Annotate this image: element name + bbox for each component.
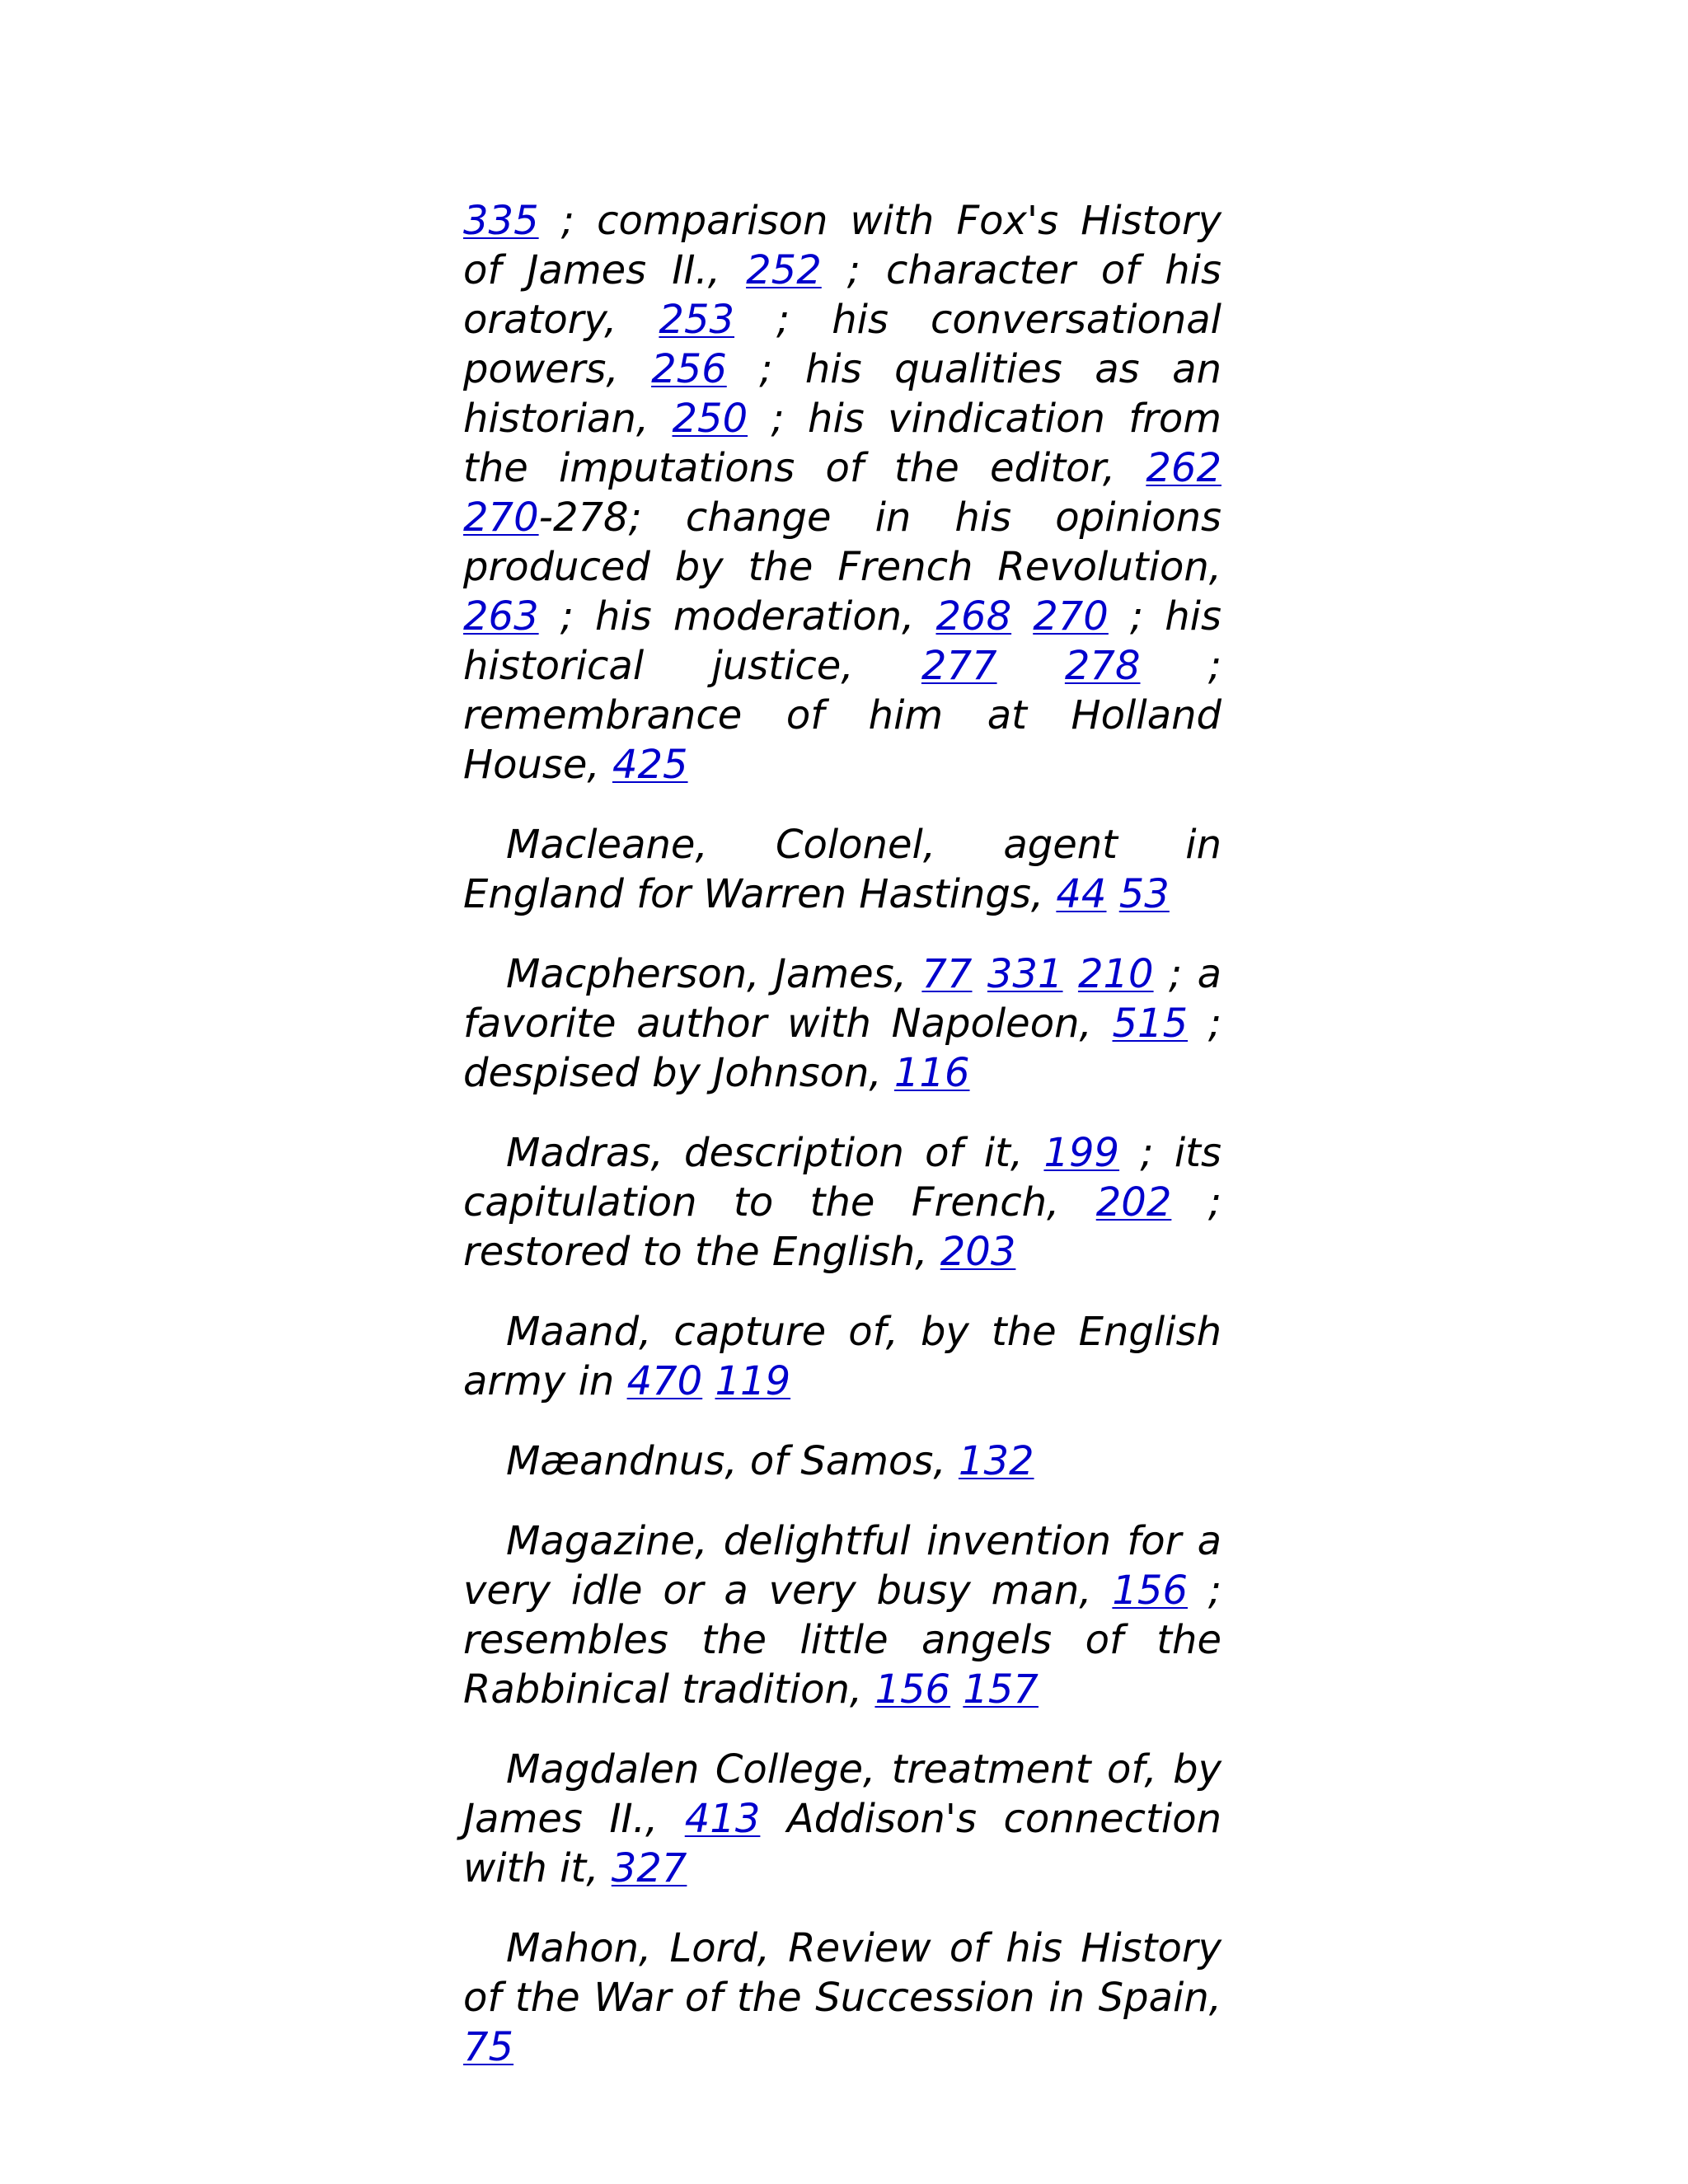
page-reference-link[interactable]: 263: [463, 593, 539, 640]
page-reference-link[interactable]: 156: [1112, 1568, 1188, 1614]
page-reference-link[interactable]: 277: [921, 643, 997, 689]
entry-text: ; his qualities as an historian,: [463, 346, 1221, 442]
index-entry: [463, 949, 1221, 1098]
page-reference-link[interactable]: 210: [1077, 951, 1154, 997]
page-reference-link[interactable]: 116: [893, 1050, 970, 1096]
page-reference-link[interactable]: 75: [463, 2024, 514, 2070]
page-reference-link[interactable]: 53: [1118, 871, 1170, 917]
page-reference-link[interactable]: 331: [987, 951, 1063, 997]
page-reference-link[interactable]: 199: [1043, 1130, 1120, 1176]
entry-text: ; character of his oratory,: [463, 247, 1222, 343]
page-reference-link[interactable]: 425: [612, 742, 688, 788]
page-reference-link[interactable]: 252: [746, 247, 822, 293]
entry-text: ; comparison with Fox's History of James II.,: [463, 198, 1221, 293]
index-entry: [463, 820, 1221, 919]
entry-text: ; his moderation,: [538, 593, 936, 640]
entry-text: ; his historical justice,: [463, 593, 1221, 689]
index-entry: [463, 1516, 1221, 1714]
entry-text: ; resembles the little angels of the Rabbinical tradition,: [463, 1568, 1221, 1713]
index-entry: [463, 1924, 1221, 2072]
entry-text: ; his conversational powers,: [463, 297, 1221, 392]
page-reference-link[interactable]: 270: [463, 494, 539, 541]
page-reference-link[interactable]: 262: [1146, 445, 1221, 491]
entry-text: ; remembrance of him at Holland House,: [463, 643, 1221, 788]
page-reference-link[interactable]: 44: [1056, 871, 1107, 917]
entry-text: -278; change in his opinions produced by the French Revolution,: [463, 494, 1221, 590]
page-reference-link[interactable]: 270: [1033, 593, 1109, 640]
entry-text: ; its capitulation to the French,: [463, 1130, 1221, 1226]
entry-text: Macpherson, James,: [506, 951, 922, 997]
page-reference-link[interactable]: 413: [684, 1796, 761, 1842]
entry-text: [702, 1358, 715, 1404]
entry-text: ; restored to the English,: [463, 1179, 1221, 1275]
entry-text: ; a favorite author with Napoleon,: [463, 951, 1221, 1047]
entry-text: Macleane, Colonel, agent in England for Warren Hastings,: [463, 822, 1221, 917]
index-page: [463, 196, 1221, 2102]
entry-text: Magdalen College, treatment of, by James II.,: [463, 1746, 1221, 1842]
page-reference-link[interactable]: 119: [715, 1358, 791, 1404]
page-reference-link[interactable]: 157: [963, 1666, 1039, 1713]
entry-text: Addison's connection with it,: [463, 1796, 1221, 1891]
page-reference-link[interactable]: 278: [1064, 643, 1141, 689]
entry-text: Mæandnus, of Samos,: [506, 1438, 959, 1484]
entry-text: [1011, 593, 1033, 640]
entry-text: ; his vindication from the imputations of the editor,: [463, 396, 1221, 491]
page-reference-link[interactable]: 203: [940, 1229, 1016, 1275]
entry-text: [950, 1666, 963, 1713]
entry-text: [1106, 871, 1118, 917]
entry-text: [972, 951, 987, 997]
page-reference-link[interactable]: 250: [672, 396, 748, 442]
page-reference-link[interactable]: 470: [626, 1358, 703, 1404]
page-reference-link[interactable]: 202: [1095, 1179, 1172, 1226]
page-reference-link[interactable]: 253: [659, 297, 735, 343]
index-entry: [463, 196, 1221, 790]
entry-text: Mahon, Lord, Review of his History of the War of the Succession in Spain,: [463, 1925, 1221, 2021]
entry-text: [997, 643, 1065, 689]
index-entry: [463, 1128, 1221, 1277]
entry-text: [1063, 951, 1078, 997]
page-reference-link[interactable]: 156: [874, 1666, 951, 1713]
page-reference-link[interactable]: 335: [463, 198, 539, 244]
page-reference-link[interactable]: 515: [1112, 1001, 1189, 1047]
entry-text: Madras, description of it,: [506, 1130, 1044, 1176]
entry-text: ; despised by Johnson,: [463, 1001, 1222, 1096]
page-reference-link[interactable]: 132: [958, 1438, 1034, 1484]
index-entry: [463, 1745, 1221, 1893]
page-reference-link[interactable]: 268: [935, 593, 1012, 640]
index-entry: [463, 1307, 1221, 1406]
index-entry: [463, 1436, 1221, 1486]
entry-text: Maand, capture of, by the English army in: [463, 1309, 1221, 1404]
page-reference-link[interactable]: 77: [921, 951, 973, 997]
entry-text: Magazine, delightful invention for a very idle or a very busy man,: [463, 1518, 1221, 1614]
page-reference-link[interactable]: 256: [651, 346, 727, 392]
page-reference-link[interactable]: 327: [611, 1845, 687, 1891]
